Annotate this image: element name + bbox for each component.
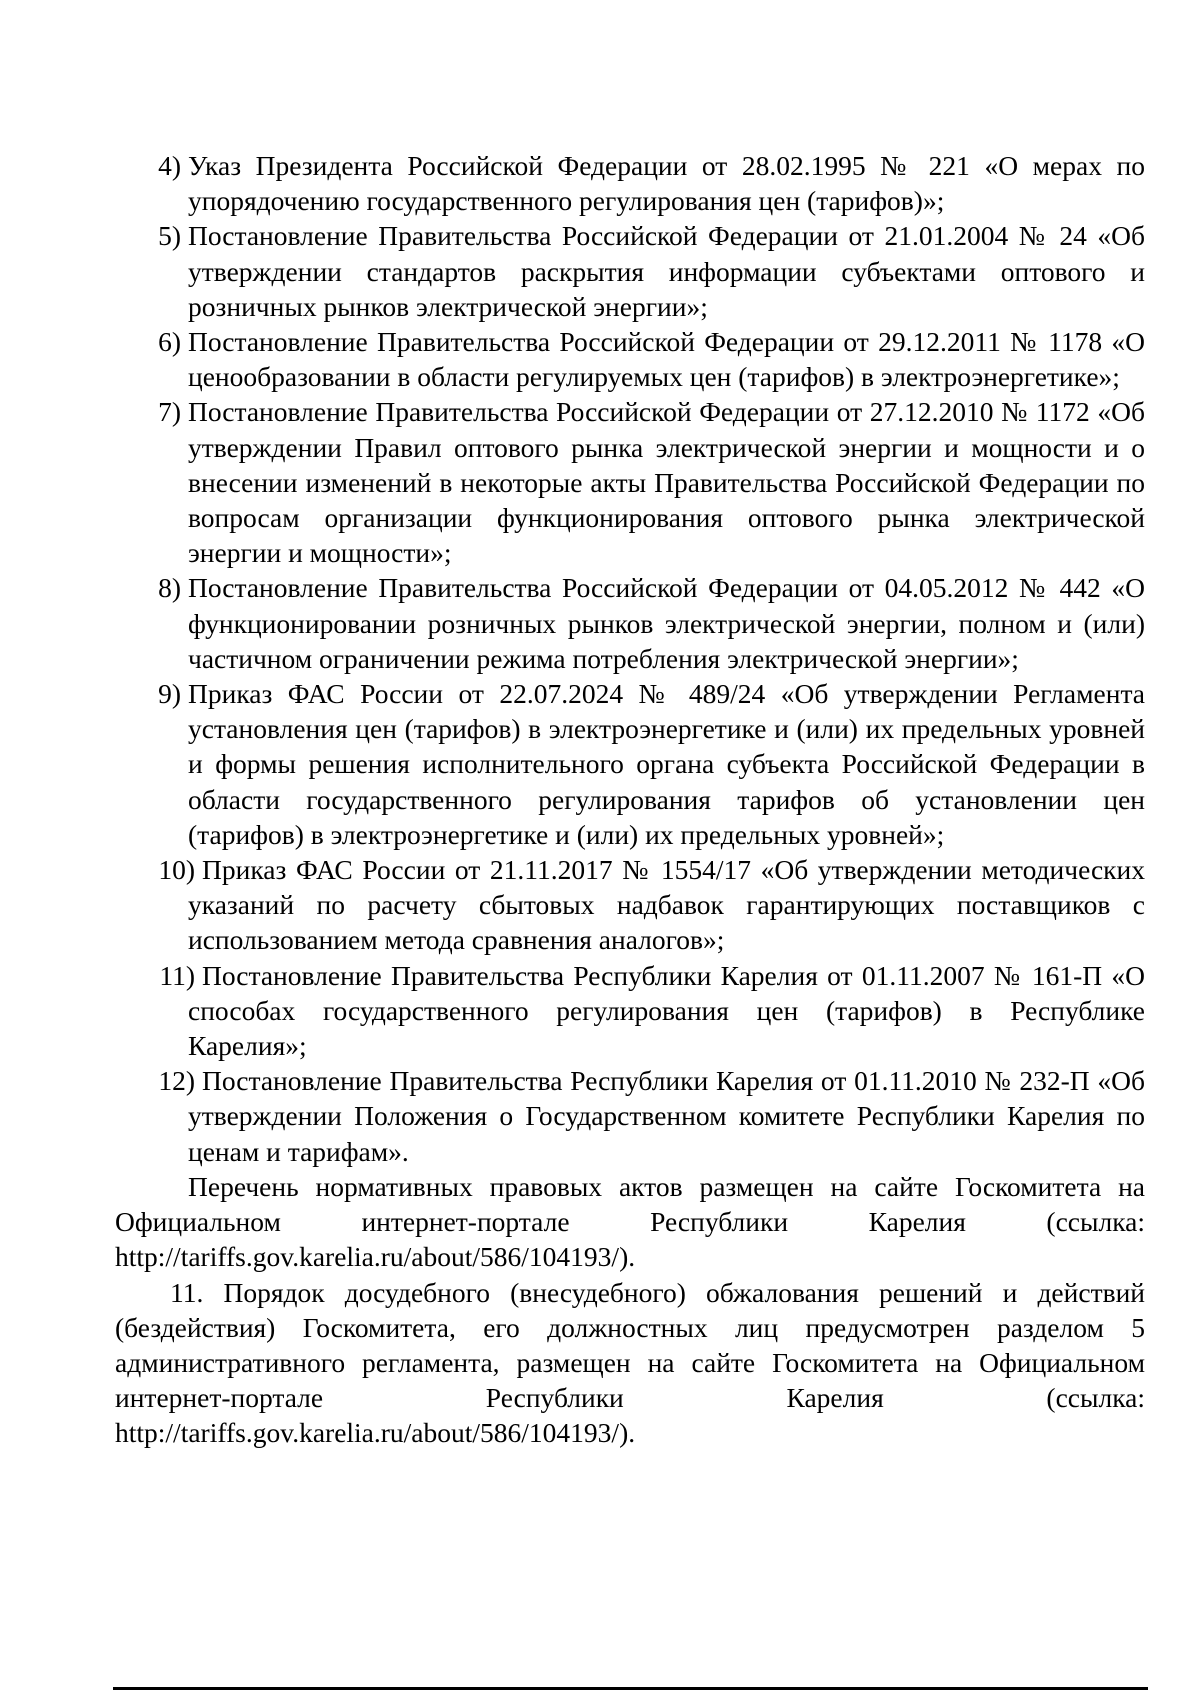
list-item-text: Приказ ФАС России от 22.07.2024 № 489/24 «Об утверждении Регламента установления цен (тарифов) в электроэнергетике и (или) их предельных уровней и формы решения исполнительного органа субъекта Российской Федерации в области государственного регулирования тарифов об установлении цен (тарифов) в электроэнергетике и (или) их предельных уровней»;: [188, 678, 1145, 850]
list-item: [115, 852, 1145, 958]
list-item-number: 4): [158, 150, 181, 181]
legal-acts-list: [115, 148, 1145, 1169]
list-item-number: 12): [158, 1065, 195, 1097]
list-item-text: Указ Президента Российской Федерации от 28.02.1995 № 221 «О мерах по упорядочению государственного регулирования цен (тарифов)»;: [188, 150, 1145, 217]
list-item-number: 8): [158, 572, 181, 604]
list-item-text: Постановление Правительства Российской Федерации от 27.12.2010 № 1172 «Об утверждении Правил оптового рынка электрической энергии и мощности и о внесении изменений в некоторые акты Правительства Российской Федерации по вопросам организации функционирования оптового рынка электрической энергии и мощности»;: [188, 396, 1145, 569]
list-item: [115, 676, 1145, 852]
list-item: [115, 148, 1145, 218]
document-page: [115, 148, 1145, 1451]
paragraph-11-appeal-procedure: 11. Порядок досудебного (внесудебного) обжалования решений и действий (бездействия) Госкомитета, его должностных лиц предусмотрен разделом 5 административного регламента, размещен на сайте Госкомитета на Официальном интернет-портале Республики Карелия (ссылка: http://tariffs.gov.karelia.ru/about/586/104193/).: [115, 1276, 1145, 1449]
list-item-number: 9): [158, 678, 181, 710]
list-item-text: Постановление Правительства Российской Федерации от 29.12.2011 № 1178 «О ценообразовании в области регулируемых цен (тарифов) в электроэнергетике»;: [188, 326, 1145, 393]
list-item: [115, 394, 1145, 570]
list-item: [115, 324, 1145, 394]
list-item-number: 11): [159, 959, 195, 991]
list-item: [115, 218, 1145, 324]
list-item-number: 7): [158, 396, 181, 428]
list-item: [115, 1063, 1145, 1169]
list-item-text: Постановление Правительства Республики Карелия от 01.11.2007 № 161-П «О способах государственного регулирования цен (тарифов) в Республике Карелия»;: [188, 959, 1145, 1062]
list-item-number: 10): [158, 854, 195, 886]
list-item-number: 6): [158, 326, 181, 358]
paragraph-acts-reference: Перечень нормативных правовых актов размещен на сайте Госкомитета на Официальном интернет-портале Республики Карелия (ссылка: http://tariffs.gov.karelia.ru/about/586/104193/).: [115, 1170, 1145, 1273]
list-item-text: Постановление Правительства Республики Карелия от 01.11.2010 № 232-П «Об утверждении Положения о Государственном комитете Республики Карелия по ценам и тарифам».: [188, 1065, 1145, 1167]
list-item-text: Приказ ФАС России от 21.11.2017 № 1554/17 «Об утверждении методических указаний по расчету сбытовых надбавок гарантирующих поставщиков с использованием метода сравнения аналогов»;: [188, 854, 1145, 956]
list-item: [115, 958, 1145, 1064]
list-item: [115, 570, 1145, 676]
footer-divider: [113, 1687, 1148, 1690]
list-item-text: Постановление Правительства Российской Федерации от 04.05.2012 № 442 «О функционировании розничных рынков электрической энергии, полном и (или) частичном ограничении режима потребления электрической энергии»;: [188, 572, 1145, 674]
list-item-number: 5): [158, 220, 181, 252]
list-item-text: Постановление Правительства Российской Федерации от 21.01.2004 № 24 «Об утверждении стандартов раскрытия информации субъектами оптового и розничных рынков электрической энергии»;: [188, 220, 1145, 322]
